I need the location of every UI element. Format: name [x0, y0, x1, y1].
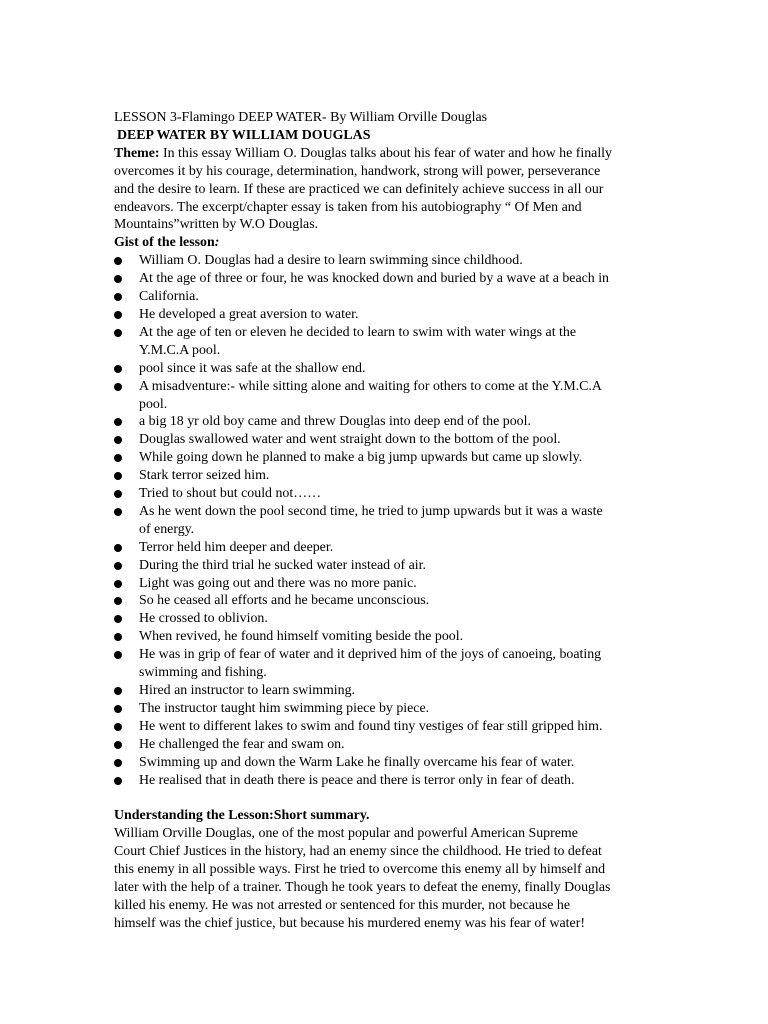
summary-heading: Understanding the Lesson:Short summary. — [114, 808, 370, 824]
list-item-text: Terror held him deeper and deeper. — [139, 539, 334, 555]
list-item — [114, 360, 662, 378]
list-item-text: When revived, he found himself vomiting beside the pool. — [139, 629, 464, 645]
list-item — [114, 628, 662, 646]
list-item — [114, 485, 662, 503]
list-item — [114, 772, 662, 790]
list-item-text-cont: pool. — [139, 396, 168, 412]
bullet-icon — [114, 275, 122, 283]
theme-line: Mountains”written by W.O Douglas. — [114, 217, 319, 233]
bullet-icon — [114, 741, 122, 749]
list-item — [114, 646, 662, 682]
list-item — [114, 539, 662, 557]
gist-heading-text: Gist of the lesson — [114, 235, 215, 251]
theme-label: Theme: — [114, 145, 160, 161]
bullet-icon — [114, 490, 122, 498]
bullet-icon — [114, 597, 122, 605]
bullet-icon — [114, 777, 122, 785]
list-item-text: He went to different lakes to swim and found tiny vestiges of fear still gripped him. — [139, 718, 603, 734]
list-item — [114, 575, 662, 593]
bullet-icon — [114, 472, 122, 480]
list-item-text: So he ceased all efforts and he became unconscious. — [139, 593, 430, 609]
list-item-text: The instructor taught him swimming piece by piece. — [139, 700, 430, 716]
list-item-text: At the age of three or four, he was knocked down and buried by a wave at a beach in — [139, 271, 610, 287]
list-item-text-cont: of energy. — [139, 521, 195, 537]
list-item-text: Stark terror seized him. — [139, 468, 270, 484]
list-item — [114, 557, 662, 575]
bullet-icon — [114, 705, 122, 713]
list-item — [114, 449, 662, 467]
bullet-icon — [114, 633, 122, 641]
list-item-text-cont: Y.M.C.A pool. — [139, 342, 221, 358]
theme-line: endeavors. The excerpt/chapter essay is taken from his autobiography “ Of Men and — [114, 199, 582, 215]
list-item — [114, 288, 662, 306]
theme-line: overcomes it by his courage, determination, handwork, strong will power, perseverance — [114, 163, 601, 179]
list-item-text: Swimming up and down the Warm Lake he finally overcame his fear of water. — [139, 754, 575, 770]
list-item-text: He challenged the fear and swam on. — [139, 736, 345, 752]
list-item-text: He developed a great aversion to water. — [139, 306, 359, 322]
bullet-icon — [114, 508, 122, 516]
bullet-icon — [114, 580, 122, 588]
list-item-text: Light was going out and there was no more panic. — [139, 575, 417, 591]
bullet-icon — [114, 454, 122, 462]
list-item — [114, 503, 662, 539]
list-item — [114, 700, 662, 718]
bullet-icon — [114, 759, 122, 767]
summary-line: William Orville Douglas, one of the most popular and powerful American Supreme — [114, 826, 578, 842]
list-item-text: Douglas swallowed water and went straight down to the bottom of the pool. — [139, 432, 561, 448]
bullet-icon — [114, 257, 122, 265]
bullet-icon — [114, 436, 122, 444]
list-item-text: Hired an instructor to learn swimming. — [139, 683, 356, 698]
list-item — [114, 592, 662, 610]
bullet-icon — [114, 562, 122, 570]
list-item — [114, 467, 662, 485]
gist-heading-colon: : — [214, 235, 220, 251]
list-item-text: Tried to shout but could not…… — [139, 486, 322, 502]
lesson-line: LESSON 3-Flamingo DEEP WATER- By William Orville Douglas — [114, 110, 488, 125]
bullet-icon — [114, 311, 122, 319]
bullet-icon — [114, 383, 122, 391]
list-item — [114, 754, 662, 772]
theme-line — [114, 145, 662, 163]
list-item — [114, 378, 662, 414]
list-item-text: While going down he planned to make a big jump upwards but came up slowly. — [139, 450, 583, 466]
list-item — [114, 682, 662, 700]
bullet-icon — [114, 365, 122, 373]
document-page — [114, 109, 662, 933]
list-item — [114, 431, 662, 449]
bullet-icon — [114, 329, 122, 337]
list-item — [114, 610, 662, 628]
list-item — [114, 413, 662, 431]
section-spacer — [114, 789, 662, 807]
bullet-icon — [114, 293, 122, 301]
list-item-text: During the third trial he sucked water instead of air. — [139, 557, 426, 573]
gist-heading — [114, 234, 662, 252]
bullet-icon — [114, 651, 122, 659]
summary-line: killed his enemy. He was not arrested or sentenced for this murder, not because he — [114, 897, 571, 913]
bullet-icon — [114, 544, 122, 552]
list-item — [114, 252, 662, 270]
list-item-text: As he went down the pool second time, he tried to jump upwards but it was a waste — [139, 503, 603, 519]
list-item — [114, 270, 662, 288]
list-item-text: California. — [139, 289, 199, 305]
bullet-icon — [114, 723, 122, 731]
summary-line: Court Chief Justices in the history, had an enemy since the childhood. He tried to defeat — [114, 844, 602, 860]
bullet-icon — [114, 615, 122, 623]
list-item — [114, 736, 662, 754]
bullet-icon — [114, 418, 122, 426]
list-item-text: At the age of ten or eleven he decided to learn to swim with water wings at the — [139, 324, 577, 340]
list-item-text: He crossed to oblivion. — [139, 611, 268, 627]
theme-section — [114, 145, 662, 235]
list-item-text: He realised that in death there is peace and there is terror only in fear of death. — [139, 772, 575, 788]
gist-list — [114, 252, 662, 789]
list-item-text-cont: swimming and fishing. — [139, 665, 267, 681]
list-item-text: He was in grip of fear of water and it deprived him of the joys of canoeing, boating — [139, 647, 602, 663]
list-item-text: pool since it was safe at the shallow end. — [139, 360, 366, 376]
summary-paragraph — [114, 825, 662, 932]
summary-line: this enemy in all possible ways. First he tried to overcome this enemy all by himself and — [114, 862, 606, 878]
document-title: DEEP WATER BY WILLIAM DOUGLAS — [117, 127, 371, 143]
summary-line: later with the help of a trainer. Though he took years to defeat the enemy, finally Douglas — [114, 880, 611, 896]
list-item — [114, 718, 662, 736]
list-item — [114, 306, 662, 324]
theme-text: In this essay William O. Douglas talks about his fear of water and how he finally — [159, 145, 612, 161]
list-item-text: A misadventure:- while sitting alone and waiting for others to come at the Y.M.C.A — [139, 378, 602, 394]
list-item-text: a big 18 yr old boy came and threw Douglas into deep end of the pool. — [139, 414, 531, 430]
bullet-icon — [114, 687, 122, 695]
list-item-text: William O. Douglas had a desire to learn swimming since childhood. — [139, 253, 523, 269]
theme-line: and the desire to learn. If these are practiced we can definitely achieve success in all our — [114, 181, 604, 197]
list-item — [114, 324, 662, 360]
summary-line: himself was the chief justice, but because his murdered enemy was his fear of water! — [114, 915, 585, 931]
